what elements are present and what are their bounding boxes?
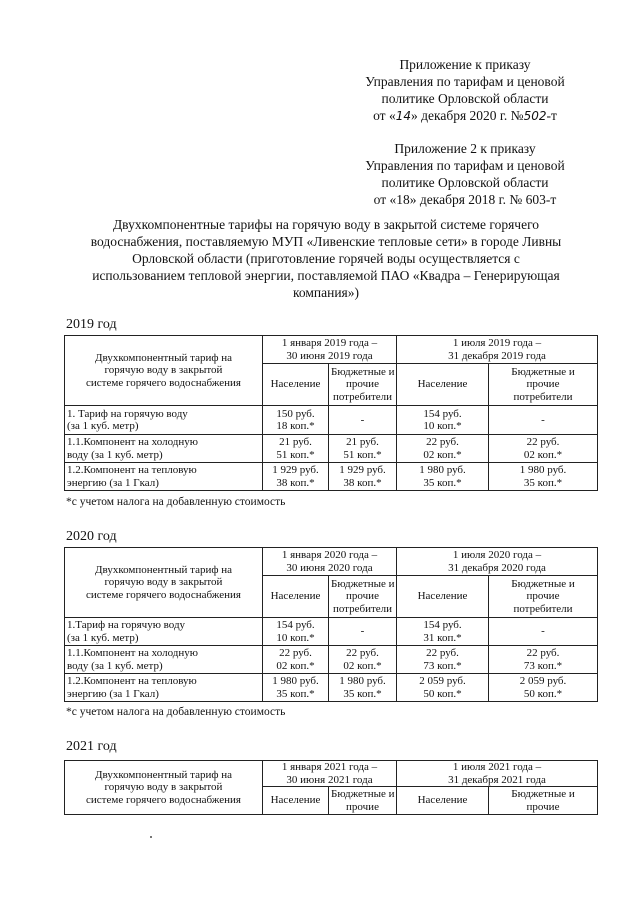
cell-line: 22 руб.	[526, 436, 560, 448]
cell-line: 1 929 руб.	[339, 464, 386, 476]
row-label	[65, 646, 263, 674]
label-line: (за 1 куб. метр)	[67, 631, 139, 644]
column-header-budget	[329, 576, 397, 618]
header-text: Бюджетные и	[511, 788, 575, 800]
scan-speck	[150, 836, 152, 838]
tariff-table-2020	[64, 547, 598, 702]
period-line: 1 июля 2019 года –	[452, 337, 542, 349]
handwritten-day: 14	[395, 109, 411, 123]
cell-line: 22 руб.	[426, 436, 459, 448]
label-line: энергию (за 1 Гкал)	[67, 687, 159, 700]
column-header-population	[397, 576, 489, 618]
tariff-cell	[489, 618, 598, 646]
row-label	[65, 674, 263, 702]
period-line: 1 июля 2020 года –	[452, 549, 542, 561]
tariff-cell	[329, 674, 397, 702]
header-line: от «18» декабря 2018 г. № 603-т	[373, 192, 557, 207]
cell-line: 35 коп.*	[343, 687, 382, 700]
tariff-cell	[329, 463, 397, 491]
header-line: Управления по тарифам и ценовой	[365, 74, 565, 89]
label-line: 1. Тариф на горячую воду	[67, 407, 188, 420]
corner-line: горячую воду в закрытой	[104, 576, 223, 589]
column-header-budget	[329, 787, 397, 815]
header-text: прочие	[346, 378, 379, 391]
tariff-table-2019	[64, 335, 598, 491]
vat-footnote: *с учетом налога на добавленную стоимость	[66, 706, 286, 718]
corner-line: системе горячего водоснабжения	[86, 376, 241, 389]
header-text: прочие	[346, 800, 379, 813]
header-text: Бюджетные и	[331, 365, 395, 378]
header-text: Бюджетные и	[331, 577, 395, 590]
corner-line: системе горячего водоснабжения	[86, 588, 241, 601]
column-header-population	[263, 576, 329, 618]
period-line: 31 декабря 2021 года	[448, 773, 546, 786]
period-line: 30 июня 2019 года	[286, 349, 373, 362]
corner-line: системе горячего водоснабжения	[86, 793, 241, 806]
header-text: Бюджетные и	[511, 365, 575, 378]
corner-line: горячую воду в закрытой	[104, 364, 223, 377]
header-line: политике Орловской области	[381, 91, 549, 106]
tariff-cell	[329, 646, 397, 674]
label-line: энергию (за 1 Гкал)	[67, 476, 159, 489]
table-row	[65, 674, 598, 702]
label-line: 1.1.Компонент на холодную	[67, 647, 198, 659]
cell-line: 35 коп.*	[423, 476, 462, 489]
cell-line: 22 руб.	[346, 647, 379, 659]
tariff-cell	[329, 435, 397, 463]
tariff-cell	[263, 463, 329, 491]
corner-line: Двухкомпонентный тариф на	[95, 768, 232, 781]
cell-line: 10 коп.*	[423, 420, 462, 432]
original-appendix-header	[330, 140, 600, 208]
cell-line: 22 руб.	[526, 647, 560, 659]
row-label	[65, 435, 263, 463]
cell-line: -	[360, 413, 365, 426]
period-header-second-half	[397, 336, 598, 364]
date-suffix: -т	[546, 108, 557, 123]
cell-line: 51 коп.*	[276, 448, 315, 461]
table-row	[65, 618, 598, 646]
tariff-cell	[329, 618, 397, 646]
cell-line: 154 руб.	[423, 619, 462, 631]
column-header-population	[397, 364, 489, 406]
column-header-population	[263, 787, 329, 815]
row-label	[65, 463, 263, 491]
handwritten-number: 502	[523, 109, 547, 123]
title-line: Орловской области (приготовление горячей воды осуществляется с	[132, 251, 520, 266]
year-heading-2019: 2019 год	[66, 317, 117, 332]
tariff-cell	[489, 646, 598, 674]
cell-line: 02 коп.*	[343, 659, 382, 672]
tariff-cell	[489, 435, 598, 463]
header-line: политике Орловской области	[381, 175, 549, 190]
tariff-cell	[397, 674, 489, 702]
period-header-second-half	[397, 761, 598, 787]
cell-line: 02 коп.*	[523, 448, 563, 461]
tariff-cell	[263, 406, 329, 435]
column-header-population	[397, 787, 489, 815]
tariff-cell	[397, 463, 489, 491]
header-text: потребители	[513, 602, 573, 615]
cell-line: 35 коп.*	[523, 476, 563, 489]
tariff-cell	[263, 646, 329, 674]
column-header-budget	[489, 576, 598, 618]
table-row	[65, 406, 598, 435]
column-header-budget	[489, 787, 598, 815]
cell-line: 22 руб.	[426, 647, 459, 659]
tariff-cell	[489, 463, 598, 491]
header-text: потребители	[332, 390, 393, 403]
label-line: 1.1.Компонент на холодную	[67, 436, 198, 448]
header-text: Население	[270, 794, 321, 807]
cell-line: 22 руб.	[279, 647, 312, 659]
header-text: Население	[417, 590, 468, 603]
table-corner-header	[65, 548, 263, 618]
cell-line: -	[360, 625, 365, 638]
tariff-cell	[329, 406, 397, 435]
header-text: Население	[270, 590, 321, 603]
tariff-cell	[397, 618, 489, 646]
label-line: 1.Тариф на горячую воду	[67, 619, 186, 631]
tariff-table-2021	[64, 760, 598, 815]
period-line: 1 июля 2021 года –	[452, 761, 542, 773]
cell-line: 50 коп.*	[423, 687, 462, 700]
year-heading-2021: 2021 год	[66, 739, 117, 754]
cell-line: 21 руб.	[346, 436, 379, 448]
header-text: прочие	[526, 378, 560, 391]
header-text: потребители	[332, 602, 393, 615]
cell-line: 154 руб.	[423, 407, 462, 420]
cell-line: 1 980 руб.	[419, 464, 466, 476]
cell-line: 2 059 руб.	[519, 675, 567, 687]
table-corner-header	[65, 761, 263, 815]
corner-line: горячую воду в закрытой	[104, 781, 223, 794]
corner-line: Двухкомпонентный тариф на	[95, 351, 232, 364]
table-row	[65, 646, 598, 674]
period-line: 30 июня 2020 года	[286, 561, 373, 574]
cell-line: 38 коп.*	[276, 476, 315, 489]
period-header-first-half	[263, 548, 397, 576]
cell-line: 1 980 руб.	[272, 675, 319, 687]
column-header-budget	[489, 364, 598, 406]
cell-line: 1 980 руб.	[519, 464, 567, 476]
date-prefix: от «	[373, 108, 396, 123]
period-line: 1 января 2019 года –	[281, 337, 378, 349]
cell-line: -	[541, 413, 545, 426]
cell-line: 02 коп.*	[423, 448, 462, 461]
cell-line: 10 коп.*	[276, 631, 315, 644]
cell-line: 2 059 руб.	[419, 675, 466, 687]
label-line: 1.2.Компонент на тепловую	[67, 464, 197, 476]
row-label	[65, 618, 263, 646]
table-corner-header	[65, 336, 263, 406]
cell-line: -	[541, 625, 545, 638]
tariff-cell	[263, 674, 329, 702]
header-text: Население	[417, 378, 468, 391]
cell-line: 18 коп.*	[276, 420, 315, 432]
title-line: использованием тепловой энергии, поставляемой ПАО «Квадра – Генерирующая	[92, 268, 560, 283]
period-header-second-half	[397, 548, 598, 576]
header-line: Управления по тарифам и ценовой	[365, 158, 565, 173]
tariff-cell	[263, 435, 329, 463]
header-text: Население	[270, 378, 321, 391]
header-text: прочие	[526, 800, 560, 813]
period-line: 31 декабря 2020 года	[448, 561, 546, 574]
label-line: воду (за 1 куб. метр)	[67, 448, 163, 461]
header-text: Население	[417, 794, 468, 807]
document-title	[62, 216, 590, 301]
date-mid: » декабря 2020 г. №	[411, 108, 524, 123]
tariff-cell	[489, 674, 598, 702]
period-line: 31 декабря 2019 года	[448, 349, 546, 362]
cell-line: 154 руб.	[276, 619, 315, 631]
header-text: прочие	[346, 590, 379, 603]
header-line: Приложение 2 к приказу	[394, 141, 536, 156]
period-header-first-half	[263, 761, 397, 787]
cell-line: 1 929 руб.	[272, 464, 319, 476]
header-date-line	[330, 107, 600, 125]
year-heading-2020: 2020 год	[66, 529, 117, 544]
header-text: прочие	[526, 590, 560, 603]
cell-line: 51 коп.*	[343, 448, 382, 461]
title-line: водоснабжения, поставляемую МУП «Ливенские тепловые сети» в городе Ливны	[90, 234, 562, 249]
table-row	[65, 463, 598, 491]
label-line: воду (за 1 куб. метр)	[67, 659, 163, 672]
cell-line: 50 коп.*	[523, 687, 563, 700]
tariff-cell	[397, 435, 489, 463]
cell-line: 73 коп.*	[423, 659, 462, 672]
column-header-budget	[329, 364, 397, 406]
column-header-population	[263, 364, 329, 406]
corner-line: Двухкомпонентный тариф на	[95, 563, 232, 576]
label-line: 1.2.Компонент на тепловую	[67, 675, 197, 687]
row-label	[65, 406, 263, 435]
cell-line: 31 коп.*	[423, 631, 462, 644]
cell-line: 02 коп.*	[276, 659, 315, 672]
tariff-cell	[397, 646, 489, 674]
period-line: 30 июня 2021 года	[286, 773, 373, 786]
tariff-cell	[489, 406, 598, 435]
order-appendix-header	[330, 56, 600, 125]
tariff-cell	[263, 618, 329, 646]
cell-line: 35 коп.*	[276, 687, 315, 700]
cell-line: 38 коп.*	[343, 476, 382, 489]
vat-footnote: *с учетом налога на добавленную стоимость	[66, 496, 286, 508]
title-line: Двухкомпонентные тарифы на горячую воду в закрытой системе горячего	[112, 217, 540, 232]
cell-line: 1 980 руб.	[339, 675, 386, 687]
period-line: 1 января 2020 года –	[281, 549, 378, 561]
period-line: 1 января 2021 года –	[281, 761, 378, 773]
cell-line: 73 коп.*	[523, 659, 563, 672]
header-text: Бюджетные и	[331, 788, 395, 800]
period-header-first-half	[263, 336, 397, 364]
header-text: потребители	[513, 390, 573, 403]
table-row	[65, 435, 598, 463]
cell-line: 21 руб.	[279, 436, 312, 448]
cell-line: 150 руб.	[276, 407, 315, 420]
header-line: Приложение к приказу	[399, 57, 531, 72]
title-line: компания»)	[292, 285, 360, 300]
tariff-cell	[397, 406, 489, 435]
label-line: (за 1 куб. метр)	[67, 420, 139, 432]
header-text: Бюджетные и	[511, 577, 575, 590]
